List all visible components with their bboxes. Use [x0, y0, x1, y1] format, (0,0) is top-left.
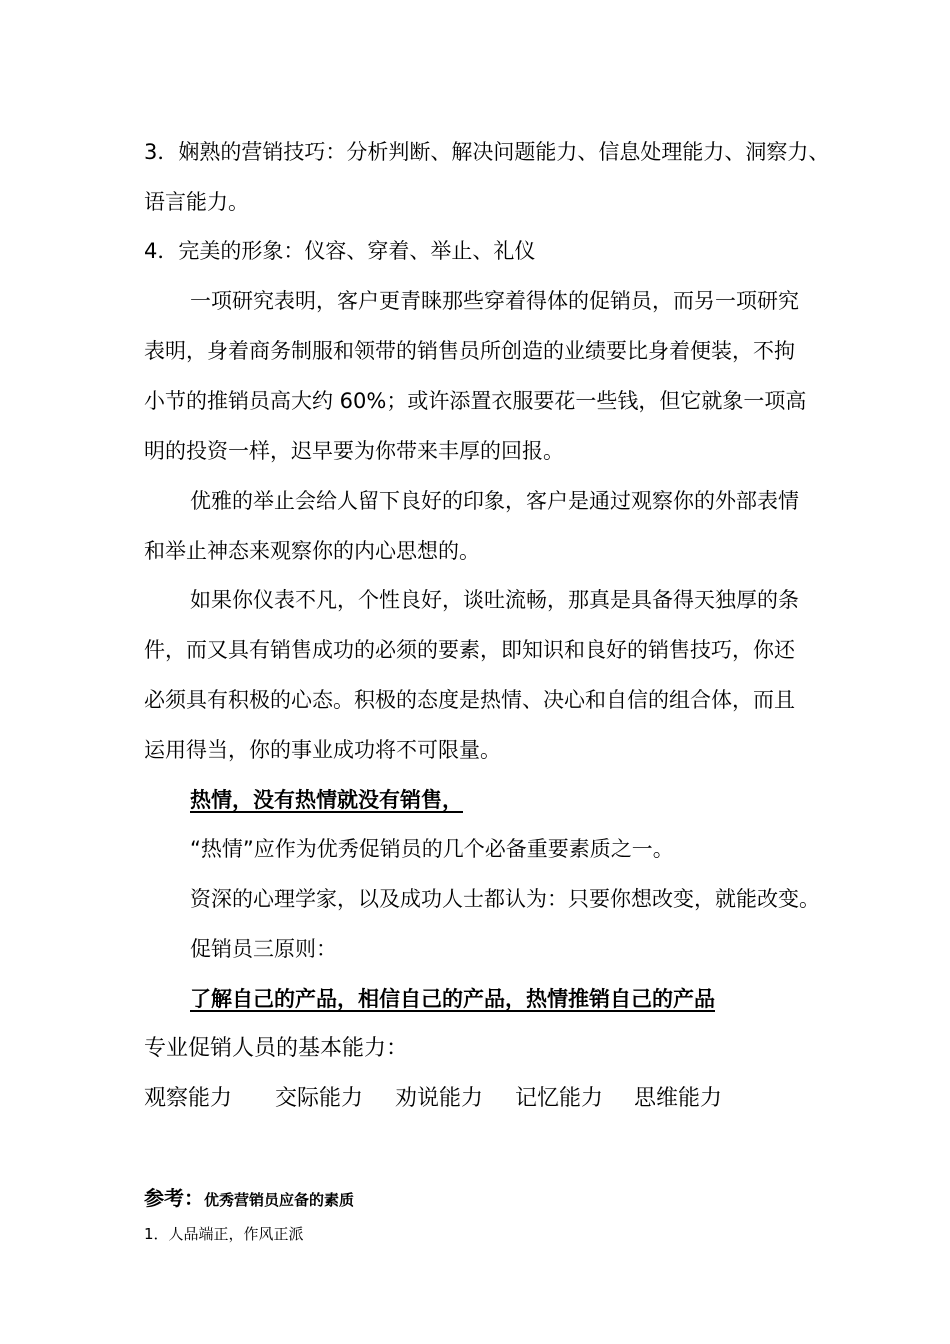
- paragraph-three-principles: 促销员三原则：: [190, 937, 337, 961]
- section-abilities-title: 专业促销人员的基本能力：: [144, 1036, 409, 1061]
- reference-item-1: 1．人品端正，作风正派: [144, 1225, 304, 1243]
- heading-principles: 了解自己的产品，相信自己的产品，热情推销自己的产品: [190, 987, 715, 1011]
- paragraph-research-line-4: 明的投资一样，迟早要为你带来丰厚的回报。: [144, 439, 564, 463]
- paragraph-attitude-line-1: 如果你仪表不凡，个性良好，谈吐流畅，那真是具备得天独厚的条: [190, 588, 799, 612]
- paragraph-manners-line-1: 优雅的举止会给人留下良好的印象，客户是通过观察你的外部表情: [190, 489, 799, 513]
- ability-memory: 记忆能力: [515, 1086, 604, 1111]
- ability-observation: 观察能力: [144, 1086, 233, 1111]
- paragraph-research-line-2: 表明，身着商务制服和领带的销售员所创造的业绩要比身着便装，不拘: [144, 339, 795, 363]
- paragraph-attitude-line-2: 件，而又具有销售成功的必须的要素，即知识和良好的销售技巧，你还: [144, 638, 795, 662]
- reference-subtitle: 优秀营销员应备的素质: [204, 1191, 355, 1209]
- paragraph-manners-line-2: 和举止神态来观察你的内心思想的。: [144, 539, 480, 563]
- paragraph-attitude-line-4: 运用得当，你的事业成功将不可限量。: [144, 738, 501, 762]
- reference-label: 参考：: [144, 1186, 204, 1210]
- ability-thinking: 思维能力: [634, 1086, 723, 1111]
- paragraph-enthusiasm-quote: “热情”应作为优秀促销员的几个必备重要素质之一。: [190, 837, 674, 861]
- heading-enthusiasm: 热情，没有热情就没有销售，: [190, 788, 463, 812]
- paragraph-line-skills: 3．娴熟的营销技巧：分析判断、解决问题能力、信息处理能力、洞察力、: [144, 140, 830, 164]
- ability-communication: 交际能力: [275, 1086, 364, 1111]
- paragraph-line-language: 语言能力。: [144, 190, 249, 214]
- paragraph-research-line-1: 一项研究表明，客户更青睐那些穿着得体的促销员，而另一项研究: [190, 289, 799, 313]
- paragraph-line-image: 4．完美的形象：仪容、穿着、举止、礼仪: [144, 239, 536, 263]
- paragraph-attitude-line-3: 必须具有积极的心态。积极的态度是热情、决心和自信的组合体，而且: [144, 688, 795, 712]
- abilities-list: [144, 1085, 722, 1113]
- paragraph-research-line-3: 小节的推销员高大约 60%；或许添置衣服要花一些钱，但它就象一项高: [144, 389, 807, 413]
- ability-persuasion: 劝说能力: [395, 1086, 484, 1111]
- paragraph-psychologist: 资深的心理学家，以及成功人士都认为：只要你想改变，就能改变。: [190, 887, 820, 911]
- reference-heading: [144, 1184, 354, 1214]
